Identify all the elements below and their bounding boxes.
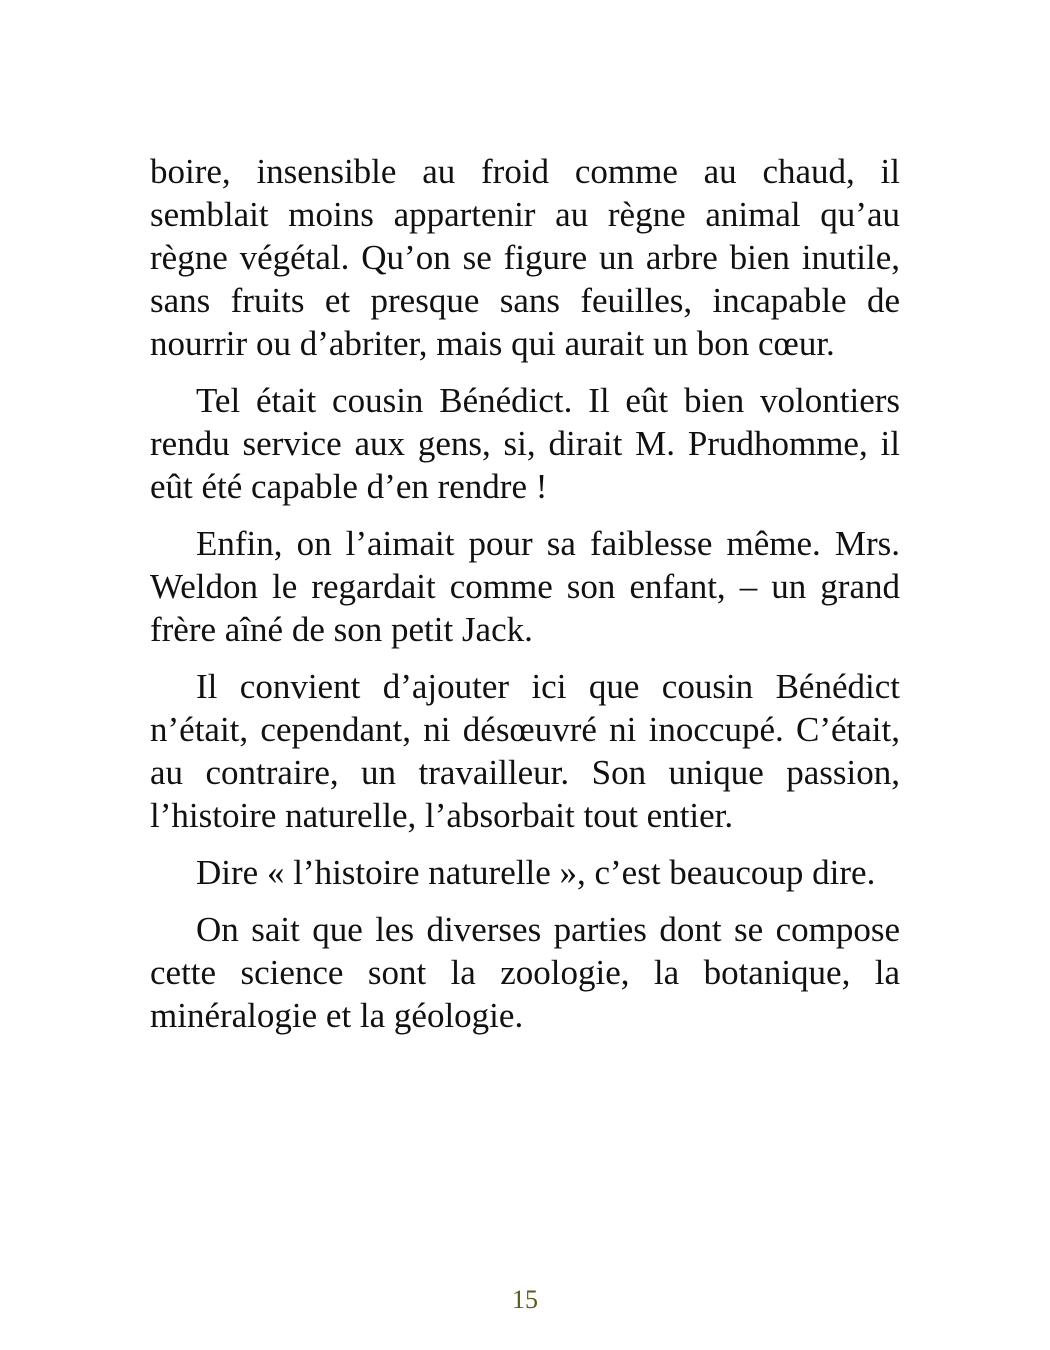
- paragraph-6: On sait que les diverses parties dont se compose cette science sont la zoologie, la botanique, la minéralogie et la géologie.: [150, 910, 900, 1035]
- page-number: 15: [512, 1285, 538, 1314]
- page-body: [150, 150, 900, 1051]
- paragraph-2: Tel était cousin Bénédict. Il eût bien volontiers rendu service aux gens, si, dirait M. Prudhomme, il eût été capable d’en rendre !: [150, 381, 900, 506]
- paragraph-1: boire, insensible au froid comme au chaud, il semblait moins appartenir au règne animal qu’au règne végétal. Qu’on se figure un arbre bien inutile, sans fruits et presque sans feuilles, incapable de nourrir ou d’abriter, mais qui aurait un bon cœur.: [150, 152, 900, 363]
- paragraph-5: Dire « l’histoire naturelle », c’est beaucoup dire.: [196, 853, 876, 892]
- paragraph-4: Il convient d’ajouter ici que cousin Bénédict n’était, cependant, ni désœuvré ni inoccupé. C’était, au contraire, un travailleur. Son unique passion, l’histoire naturelle, l’absorbait tout entier.: [150, 667, 900, 835]
- paragraph-3: Enfin, on l’aimait pour sa faiblesse même. Mrs. Weldon le regardait comme son enfant, – un grand frère aîné de son petit Jack.: [150, 524, 900, 649]
